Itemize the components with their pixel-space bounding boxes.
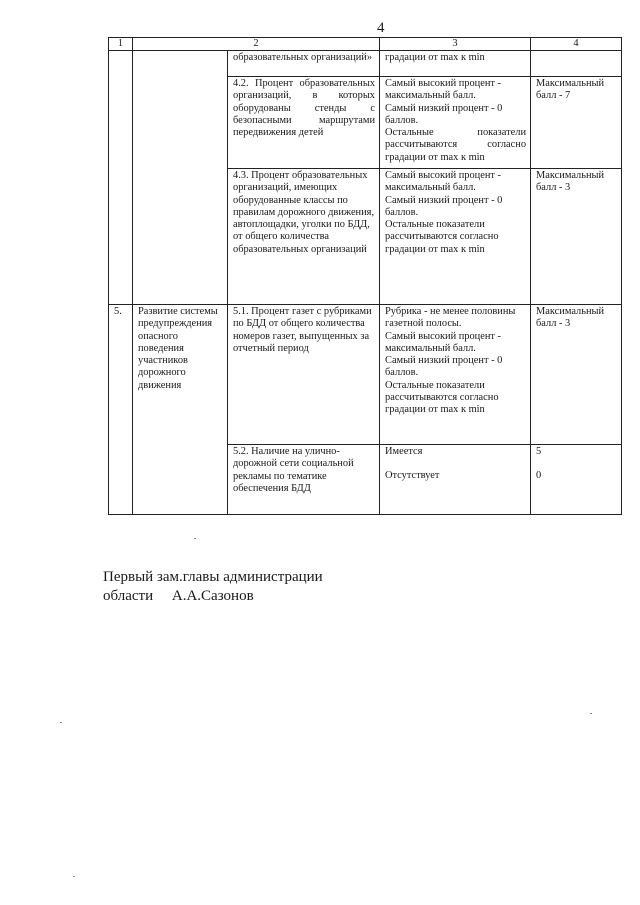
scan-speck <box>73 876 75 877</box>
header-cell: 1 <box>109 38 133 51</box>
method-text: Самый высокий процент - максимальный балл. <box>385 330 502 354</box>
signature-position: Первый зам.главы администрации <box>103 569 323 585</box>
table-header-row <box>109 38 622 51</box>
method-text: Рубрика - не менее половины газетной полосы. <box>385 306 516 330</box>
method-cell <box>380 169 531 305</box>
indicator-cell: образовательных организаций» <box>228 51 380 77</box>
method-cell <box>380 77 531 169</box>
method-text: Самый низкий процент - 0 баллов. <box>385 355 503 379</box>
indicator-cell: 4.2. Процент образовательных организаций, в которых оборудованы стенды с безопасными маршрутами передвижения детей <box>228 77 380 169</box>
score-cell <box>531 445 622 515</box>
direction-cell <box>133 51 228 305</box>
table-row <box>109 51 622 77</box>
method-text: Остальные показатели рассчитываются согласно градации от max к min <box>385 379 499 416</box>
indicator-cell: 5.2. Наличие на улично-дорожной сети социальной рекламы по тематике обеспечения БДД <box>228 445 380 515</box>
table-row <box>109 305 622 445</box>
score-cell: Максимальный балл - 3 <box>531 169 622 305</box>
scan-speck <box>590 713 592 714</box>
header-cell: 4 <box>531 38 622 51</box>
method-text: Самый низкий процент - 0 баллов. <box>385 194 503 218</box>
direction-cell: Развитие системы предупреждения опасного поведения участников дорожного движения <box>133 305 228 515</box>
method-text: Остальные показатели рассчитываются согласно градации от max к min <box>385 219 499 255</box>
number-cell <box>109 51 133 305</box>
score-cell: Максимальный балл - 3 <box>531 305 622 445</box>
signature-name: области А.А.Сазонов <box>103 588 254 604</box>
score-cell <box>531 51 622 77</box>
score-value: 0 <box>536 470 542 482</box>
indicator-cell: 5.1. Процент газет с рубриками по БДД от общего количества номеров газет, выпущенных за отчетный период <box>228 305 380 445</box>
page-number: 4 <box>377 20 385 36</box>
method-cell: градации от max к min <box>380 51 531 77</box>
method-text: Самый высокий процент - максимальный балл. <box>385 170 502 194</box>
method-cell <box>380 305 531 445</box>
method-cell <box>380 445 531 515</box>
indicator-cell: 4.3. Процент образовательных организаций, имеющих оборудованные классы по правилам дорожного движения, автоплощадки, уголки по БДД, от общего количества образовательных организаций <box>228 169 380 305</box>
header-cell: 3 <box>380 38 531 51</box>
method-text: Имеется <box>385 446 423 457</box>
method-text: Остальные показатели рассчитываются согласно градации от max к min <box>385 127 527 163</box>
header-cell: 2 <box>133 38 380 51</box>
number-cell: 5. <box>109 305 133 515</box>
method-text: Самый высокий процент - максимальный балл. <box>385 78 502 102</box>
method-text: Отсутствует <box>385 470 440 482</box>
score-cell: Максимальный балл - 7 <box>531 77 622 169</box>
criteria-table <box>108 37 622 515</box>
scan-speck <box>60 722 62 723</box>
signature-block <box>103 568 323 606</box>
scan-speck <box>194 538 196 539</box>
method-text: Самый низкий процент - 0 баллов. <box>385 102 503 126</box>
score-value: 5 <box>536 446 542 457</box>
